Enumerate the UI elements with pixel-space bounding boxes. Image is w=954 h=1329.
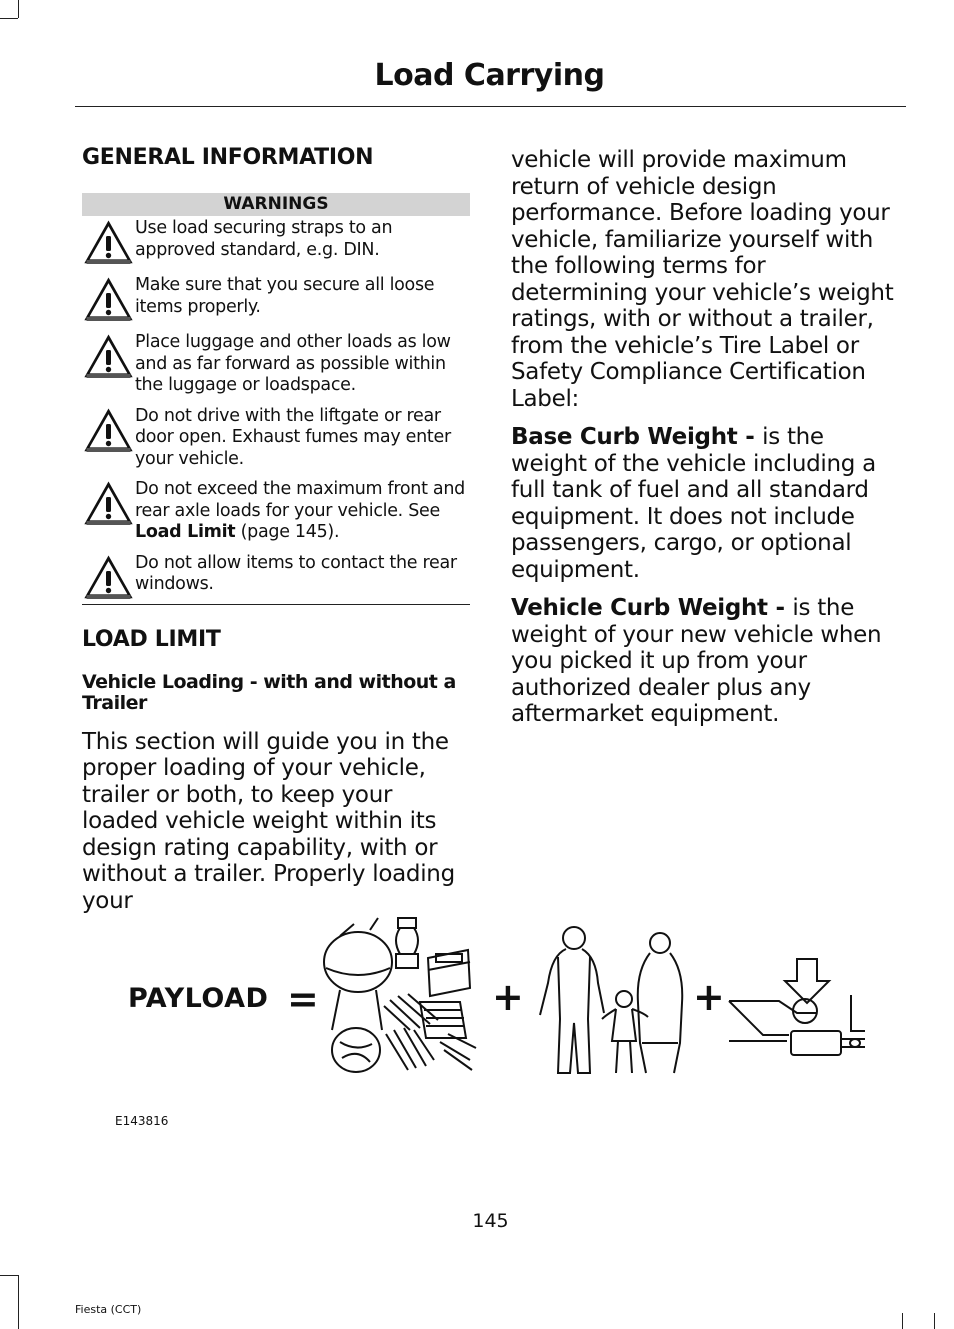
term-label: Vehicle Curb Weight - xyxy=(511,595,793,621)
warning-text: Do not allow items to contact the rear windows. xyxy=(135,552,457,594)
load-limit-link[interactable]: Load Limit xyxy=(135,522,236,542)
warning-text-part: Do not exceed the maximum front and rear axle loads for your vehicle. See xyxy=(135,479,465,521)
cargo-icon xyxy=(320,910,490,1080)
vehicle-loading-subheading: Vehicle Loading - with and without a Trailer xyxy=(82,670,456,714)
warning-text: Do not drive with the liftgate or rear door open. Exhaust fumes may enter your vehicle. xyxy=(135,405,451,469)
warning-text xyxy=(135,479,470,544)
term-label: Base Curb Weight - xyxy=(511,424,763,450)
warning-text-part: (page 145). xyxy=(235,522,340,542)
page-number: 145 xyxy=(472,1210,509,1232)
warnings-header: WARNINGS xyxy=(82,193,470,216)
footer-model: Fiesta (CCT) xyxy=(75,1303,142,1316)
warning-text: Place luggage and other loads as low and as far forward as possible within the luggage or loadspace. xyxy=(135,332,451,395)
right-column xyxy=(511,145,904,728)
plus-sign: + xyxy=(492,975,524,1019)
passengers-icon xyxy=(532,923,692,1083)
term-definition: is the weight of the vehicle including a full tank of fuel and all standard equipment. It does not include passengers, cargo, or optional equipment. xyxy=(511,424,876,583)
page-title: Load Carrying xyxy=(374,58,605,93)
general-information-heading: GENERAL INFORMATION xyxy=(82,145,374,170)
payload-illustration xyxy=(82,905,882,1105)
warning-triangle-icon xyxy=(82,220,135,266)
payload-label: PAYLOAD xyxy=(128,983,269,1014)
warning-triangle-icon xyxy=(82,334,135,380)
trailer-tongue-icon xyxy=(727,955,867,1065)
term-definition: is the weight of your new vehicle when you picked it up from your authorized dealer plus any aftermarket equipment. xyxy=(511,595,882,727)
crop-mark xyxy=(18,0,19,18)
warning-text: Use load securing straps to an approved standard, e.g. DIN. xyxy=(135,218,393,260)
warning-text: Make sure that you secure all loose items properly. xyxy=(135,275,435,317)
left-column xyxy=(82,145,470,914)
term-vehicle-curb-weight xyxy=(511,595,904,728)
warning-item xyxy=(82,553,470,601)
load-limit-intro: This section will guide you in the proper loading of your vehicle, trailer or both, to keep your loaded vehicle weight within its design rating capability, with or without a trailer. Properly loading your xyxy=(82,728,455,914)
warning-item xyxy=(82,479,470,544)
warning-item xyxy=(82,218,470,266)
warning-item xyxy=(82,275,470,323)
crop-mark xyxy=(0,1275,18,1276)
warning-triangle-icon xyxy=(82,555,135,601)
crop-mark xyxy=(0,18,18,19)
equals-sign: = xyxy=(287,977,319,1021)
crop-mark xyxy=(18,1275,19,1329)
warning-triangle-icon xyxy=(82,408,135,454)
warnings-list xyxy=(82,218,470,601)
plus-sign: + xyxy=(693,975,725,1019)
warning-triangle-icon xyxy=(82,481,135,527)
crop-mark xyxy=(934,1313,935,1329)
warnings-divider xyxy=(82,604,470,605)
warning-triangle-icon xyxy=(82,277,135,323)
load-limit-heading: LOAD LIMIT xyxy=(82,626,221,652)
load-limit-continuation: vehicle will provide maximum return of vehicle design performance. Before loading your vehicle, familiarize yourself with the following terms for determining your vehicle’s weight ratings, with or without a trailer, from the vehicle’s Tire Label or Safety Compliance Certification Label: xyxy=(511,147,894,412)
crop-mark xyxy=(902,1313,903,1329)
warning-item xyxy=(82,406,470,471)
term-base-curb-weight xyxy=(511,424,904,583)
warning-item xyxy=(82,332,470,397)
header-divider xyxy=(75,106,906,107)
figure-code: E143816 xyxy=(115,1114,169,1128)
